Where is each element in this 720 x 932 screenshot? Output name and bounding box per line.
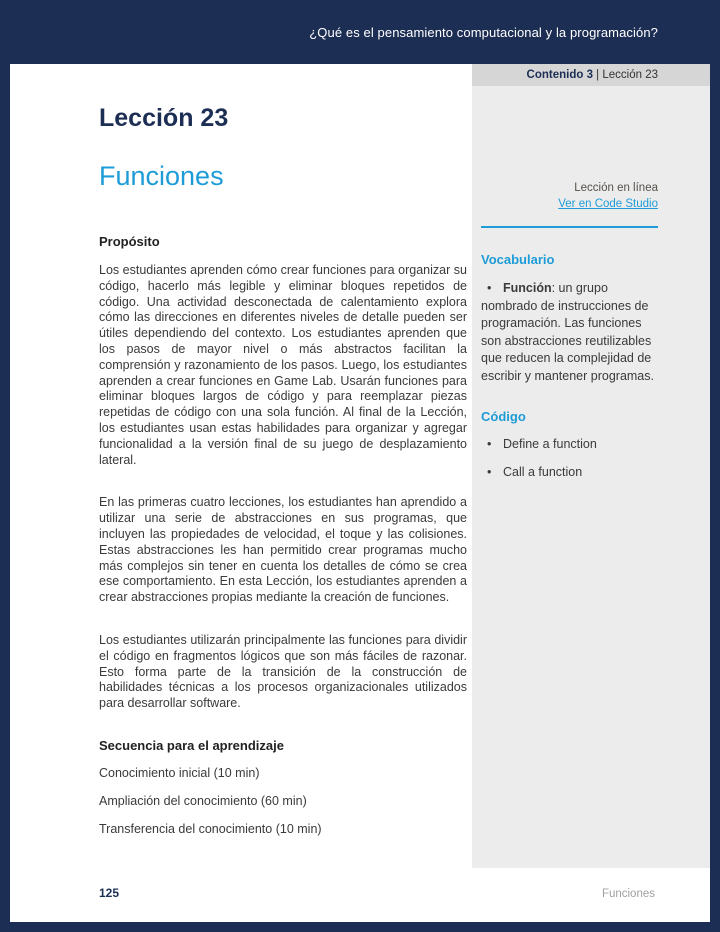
vocab-term: Función <box>503 281 552 295</box>
list-item <box>481 436 658 452</box>
bullet-icon: • <box>487 281 492 295</box>
list-item <box>481 464 658 480</box>
sidebar-divider <box>481 226 658 228</box>
page-title: Funciones <box>99 161 224 191</box>
main-column <box>99 64 467 837</box>
bullet-icon: • <box>487 437 492 451</box>
code-studio-link[interactable]: Ver en Code Studio <box>558 198 658 210</box>
online-lesson-label: Lección en línea <box>574 182 658 194</box>
sequence-item-2: Ampliación del conocimiento (60 min) <box>99 793 307 808</box>
online-lesson-block <box>481 182 658 212</box>
sequence-item-1: Conocimiento inicial (10 min) <box>99 765 260 780</box>
strip-content-label: Contenido 3 <box>526 69 593 81</box>
sequence-heading: Secuencia para el aprendizaje <box>99 737 284 753</box>
footer-title: Funciones <box>601 888 655 900</box>
code-heading: Código <box>481 409 526 424</box>
code-item-label: Call a function <box>503 465 583 479</box>
vocab-definition: : un grupo nombrado de instrucciones de programación. Las funciones son abstracciones reutilizables que reducen la complejidad de escribir y mantener programas. <box>481 281 654 383</box>
footer <box>99 886 655 900</box>
sidebar <box>472 86 710 868</box>
page-number: 125 <box>99 886 120 900</box>
header-title: ¿Qué es el pensamiento computacional y la programación? <box>309 24 658 40</box>
content-lesson-strip <box>472 64 710 86</box>
purpose-heading: Propósito <box>99 234 160 249</box>
bullet-icon: • <box>487 465 492 479</box>
sequence-item-3: Transferencia del conocimiento (10 min) <box>99 821 322 836</box>
purpose-paragraph-3: Los estudiantes utilizarán principalmente las funciones para dividir el código en fragmentos lógicos que son más fáciles de razonar. Esto forma parte de la transición de la construcción de habilidades técnicas a los procesos organizacionales utilizados para desarrollar software. <box>99 632 467 711</box>
vocabulary-heading: Vocabulario <box>481 252 555 267</box>
page-content <box>10 64 710 922</box>
code-list <box>481 436 658 480</box>
purpose-paragraph-2: En las primeras cuatro lecciones, los estudiantes han aprendido a utilizar una serie de abstracciones en sus programas, que incluyen las propiedades de velocidad, el toque y las colisiones. Estas abstracciones les han permitido crear programas mucho más complejos sin tener en cuenta los detalles de cómo se crea ese comportamiento. En esta Lección, los estudiantes aprenden a crear abstracciones propias mediante la creación de funciones. <box>99 495 467 605</box>
code-item-label: Define a function <box>503 437 597 451</box>
purpose-paragraph-1: Los estudiantes aprenden cómo crear funciones para organizar su código, hacerlo más legible y eliminar bloques repetidos de código. Una actividad desconectada de calentamiento explora cómo las direcciones en diferentes niveles de detalle pueden ser útiles dependiendo del contexto. Los estudiantes aprenden que los pasos de mayor nivel o más abstractos facilitan la comprensión y razonamiento de los pasos. Luego, los estudiantes aprenden a crear funciones en Game Lab. Usarán funciones para eliminar bloques largos de código y para reemplazar piezas repetidas de código con una sola función. Al final de la Lección, los estudiantes usan estas habilidades para organizar y agregar funcionalidad a la versión final de su juego de desplazamiento lateral. <box>99 263 467 467</box>
strip-lesson-label: | Lección 23 <box>592 69 658 81</box>
vocabulary-item <box>481 280 658 385</box>
header-band <box>0 0 720 64</box>
lesson-number-heading: Lección 23 <box>99 104 229 132</box>
